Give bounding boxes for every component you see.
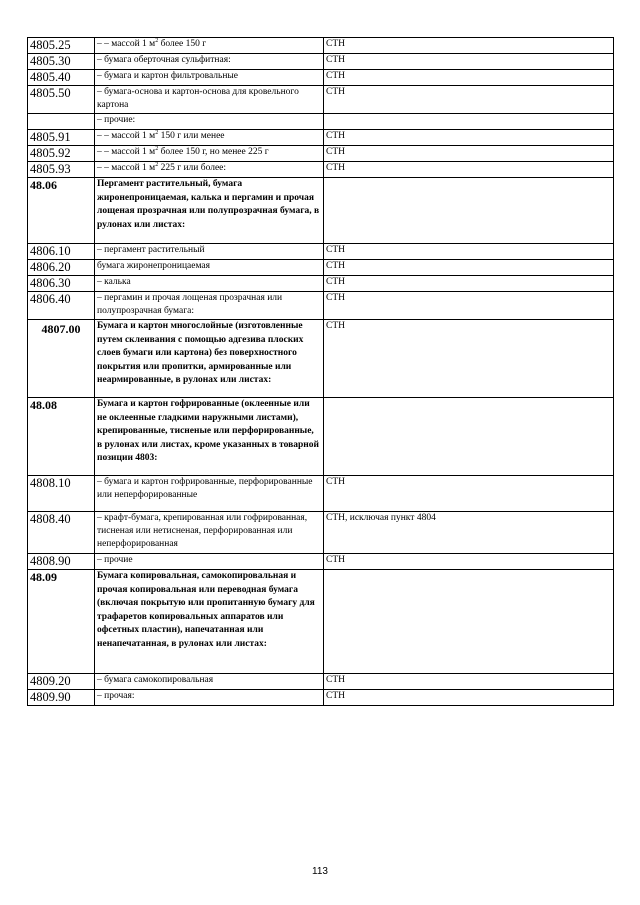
code-cell: 4806.10 xyxy=(28,244,95,260)
description-cell: Пергамент растительный, бумага жиронепроницаемая, калька и пергамин и прочая лощеная прозрачная или полупрозрачная бумага, в рулонах или листах: xyxy=(95,178,324,244)
code-cell: 4805.40 xyxy=(28,70,95,86)
description-cell: – калька xyxy=(95,276,324,292)
rule-cell: СТН xyxy=(324,690,614,706)
table-row xyxy=(28,162,614,178)
rule-cell: СТН xyxy=(324,276,614,292)
rule-cell: СТН xyxy=(324,292,614,320)
code-cell: 48.06 xyxy=(28,178,95,244)
description-text: – – массой 1 м xyxy=(97,163,156,173)
rule-cell: СТН xyxy=(324,162,614,178)
rule-cell xyxy=(324,114,614,130)
rule-cell: СТН, исключая пункт 4804 xyxy=(324,512,614,554)
tariff-table-body xyxy=(28,38,614,706)
table-row xyxy=(28,130,614,146)
description-text: более 150 г xyxy=(158,39,207,49)
superscript: 2 xyxy=(155,37,159,44)
table-row xyxy=(28,146,614,162)
rule-cell xyxy=(324,570,614,674)
description-text: – – массой 1 м xyxy=(97,39,156,49)
rule-cell: СТН xyxy=(324,70,614,86)
table-row xyxy=(28,70,614,86)
rule-cell: СТН xyxy=(324,260,614,276)
description-cell: Бумага копировальная, самокопировальная и прочая копировальная или переводная бумага (включая покрытую или пропитанную бумагу для трафаретов копировальных аппаратов или офсетных пластин), напечатанная или ненапечатанная, в рулонах или листах: xyxy=(95,570,324,674)
code-cell: 4805.50 xyxy=(28,86,95,114)
table-row xyxy=(28,292,614,320)
code-cell: 4808.40 xyxy=(28,512,95,554)
table-row xyxy=(28,178,614,244)
code-cell: 4806.40 xyxy=(28,292,95,320)
table-row xyxy=(28,512,614,554)
table-row xyxy=(28,570,614,674)
rule-cell: СТН xyxy=(324,130,614,146)
table-row xyxy=(28,398,614,476)
description-cell: – прочая: xyxy=(95,690,324,706)
code-cell: 4809.90 xyxy=(28,690,95,706)
description-cell: – прочие xyxy=(95,554,324,570)
superscript: 2 xyxy=(155,145,159,152)
description-text: – – массой 1 м xyxy=(97,131,156,141)
code-cell: 4807.00 xyxy=(28,320,95,398)
rule-cell: СТН xyxy=(324,476,614,512)
description-cell: Бумага и картон гофрированные (оклеенные или не оклеенные гладкими наружными листами), крепированные, тисненые или перфорированные, в рулонах или листах, кроме указанных в товарной позиции 4803: xyxy=(95,398,324,476)
table-row xyxy=(28,86,614,114)
page-number: 113 xyxy=(312,866,328,877)
description-cell: – бумага-основа и картон-основа для кровельного картона xyxy=(95,86,324,114)
rule-cell xyxy=(324,178,614,244)
code-cell: 4805.91 xyxy=(28,130,95,146)
table-row xyxy=(28,476,614,512)
description-cell: бумага жиронепроницаемая xyxy=(95,260,324,276)
table-row xyxy=(28,674,614,690)
superscript: 2 xyxy=(155,161,159,168)
description-cell: – бумага и картон гофрированные, перфорированные или неперфорированные xyxy=(95,476,324,512)
table-row xyxy=(28,690,614,706)
code-cell: 4805.25 xyxy=(28,38,95,54)
table-row xyxy=(28,54,614,70)
description-cell: – бумага самокопировальная xyxy=(95,674,324,690)
description-cell: Бумага и картон многослойные (изготовленные путем склеивания с помощью адгезива плоских слоев бумаги или картона) без поверхностного покрытия или пропитки, армированные или неармированные, в рулонах или листах: xyxy=(95,320,324,398)
rule-cell: СТН xyxy=(324,554,614,570)
code-cell: 4809.20 xyxy=(28,674,95,690)
code-cell: 4808.90 xyxy=(28,554,95,570)
description-cell: – бумага оберточная сульфитная: xyxy=(95,54,324,70)
description-cell xyxy=(95,162,324,178)
rule-cell: СТН xyxy=(324,674,614,690)
description-cell: – бумага и картон фильтровальные xyxy=(95,70,324,86)
table-row xyxy=(28,276,614,292)
rule-cell: СТН xyxy=(324,38,614,54)
description-text: – – массой 1 м xyxy=(97,147,156,157)
table-row xyxy=(28,244,614,260)
code-cell: 48.08 xyxy=(28,398,95,476)
code-cell: 48.09 xyxy=(28,570,95,674)
rule-cell xyxy=(324,398,614,476)
table-row xyxy=(28,38,614,54)
description-text: 150 г или менее xyxy=(158,131,225,141)
table-row xyxy=(28,554,614,570)
code-cell: 4806.30 xyxy=(28,276,95,292)
rule-cell: СТН xyxy=(324,146,614,162)
description-text: 225 г или более: xyxy=(158,163,227,173)
description-cell: – пергамент растительный xyxy=(95,244,324,260)
description-cell: – прочие: xyxy=(95,114,324,130)
description-cell xyxy=(95,130,324,146)
code-cell: 4806.20 xyxy=(28,260,95,276)
code-cell xyxy=(28,114,95,130)
code-cell: 4805.30 xyxy=(28,54,95,70)
table-row xyxy=(28,260,614,276)
superscript: 2 xyxy=(155,129,159,136)
description-text: более 150 г, но менее 225 г xyxy=(158,147,269,157)
code-cell: 4805.92 xyxy=(28,146,95,162)
rule-cell: СТН xyxy=(324,86,614,114)
tariff-table xyxy=(27,37,614,706)
description-cell: – крафт-бумага, крепированная или гофрированная, тисненая или нетисненая, перфорированная или неперфорированная xyxy=(95,512,324,554)
code-cell: 4808.10 xyxy=(28,476,95,512)
description-cell xyxy=(95,38,324,54)
rule-cell: СТН xyxy=(324,244,614,260)
description-cell xyxy=(95,146,324,162)
table-row xyxy=(28,320,614,398)
code-cell: 4805.93 xyxy=(28,162,95,178)
description-cell: – пергамин и прочая лощеная прозрачная или полупрозрачная бумага: xyxy=(95,292,324,320)
rule-cell: СТН xyxy=(324,54,614,70)
rule-cell: СТН xyxy=(324,320,614,398)
table-row xyxy=(28,114,614,130)
